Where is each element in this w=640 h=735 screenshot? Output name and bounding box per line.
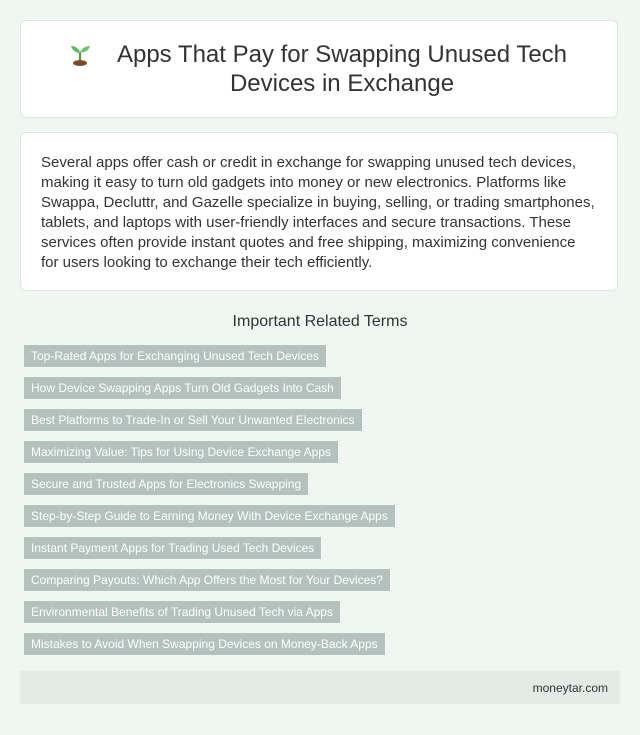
related-terms-heading: Important Related Terms [232, 313, 408, 330]
related-term-link[interactable]: Mistakes to Avoid When Swapping Devices on Money-Back Apps [24, 633, 385, 655]
related-term-link[interactable]: Instant Payment Apps for Trading Used Tech Devices [24, 537, 321, 559]
page-title: Apps That Pay for Swapping Unused Tech Devices in Exchange [116, 41, 568, 97]
title-card [20, 20, 618, 118]
list-item [24, 409, 395, 441]
list-item [24, 345, 395, 377]
list-item [24, 377, 395, 409]
list-item [24, 633, 395, 665]
list-item [24, 537, 395, 569]
related-term-link[interactable]: Maximizing Value: Tips for Using Device Exchange Apps [24, 441, 338, 463]
intro-paragraph: Several apps offer cash or credit in exchange for swapping unused tech devices, making it easy to turn old gadgets into money or new electronics. Platforms like Swappa, Decluttr, and Gazelle specialize in buying, selling, or trading smartphones, tablets, and laptops with user-friendly interfaces and secure transactions. These services often provide instant quotes and free shipping, maximizing convenience for users looking to exchange their tech efficiently. [41, 154, 595, 271]
related-term-link[interactable]: Top-Rated Apps for Exchanging Unused Tech Devices [24, 345, 326, 367]
list-item [24, 473, 395, 505]
related-term-link[interactable]: Environmental Benefits of Trading Unused Tech via Apps [24, 601, 340, 623]
intro-card [20, 132, 618, 291]
related-term-link[interactable]: Step-by-Step Guide to Earning Money With Device Exchange Apps [24, 505, 395, 527]
footer-site-name[interactable]: moneytar.com [532, 680, 608, 695]
footer [20, 671, 620, 704]
related-term-link[interactable]: How Device Swapping Apps Turn Old Gadgets Into Cash [24, 377, 341, 399]
related-term-link[interactable]: Secure and Trusted Apps for Electronics Swapping [24, 473, 308, 495]
related-term-link[interactable]: Comparing Payouts: Which App Offers the Most for Your Devices? [24, 569, 390, 591]
list-item [24, 601, 395, 633]
sprout-icon [66, 40, 94, 68]
related-term-link[interactable]: Best Platforms to Trade-In or Sell Your Unwanted Electronics [24, 409, 362, 431]
title-row [66, 40, 572, 98]
list-item [24, 441, 395, 473]
list-item [24, 569, 395, 601]
related-terms-list [24, 345, 395, 665]
list-item [24, 505, 395, 537]
